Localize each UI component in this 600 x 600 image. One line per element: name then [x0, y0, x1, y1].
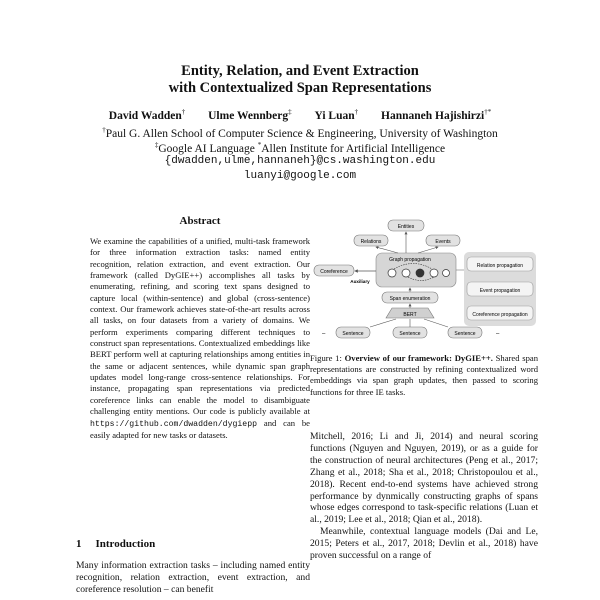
affiliation-google-ai2: ‡Google AI Language *Allen Institute for Artificial Intelligence: [154, 141, 446, 155]
graph-propagation-label: Graph propagation: [389, 257, 431, 263]
introduction-text: Many information extraction tasks – including named entity recognition, relation extraction, event extraction, and coreference resolution – can benefit: [76, 560, 310, 595]
span-enumeration-label: Span enumeration: [389, 296, 431, 302]
section-heading-introduction: 1 Introduction: [76, 538, 156, 550]
arrow-sentence-1: [370, 319, 396, 327]
auxiliary-label: Auxiliary: [350, 279, 370, 284]
events-label: Events: [435, 239, 451, 245]
arrow-to-relations: [376, 247, 398, 253]
sentence-dash-left: –: [322, 331, 326, 337]
paper-title: [0, 63, 600, 97]
title-line-2: with Contextualized Span Representations: [168, 80, 432, 96]
title-line-1: Entity, Relation, and Event Extraction: [181, 63, 419, 79]
affiliation-uw: †Paul G. Allen School of Computer Science & Engineering, University of Washington: [102, 126, 498, 140]
email-google: luanyi@google.com: [243, 170, 357, 182]
event-propagation-label: Event propagation: [479, 288, 521, 294]
arrow-sentence-3: [424, 319, 448, 327]
entities-label: Entities: [397, 224, 415, 230]
code-url[interactable]: https://github.com/dwadden/dygiepp: [90, 419, 258, 429]
coreference-label: Coreference: [320, 269, 348, 275]
author-3: Yi Luan†: [314, 108, 359, 122]
paragraph-contextual-models: Meanwhile, contextual language models (Dai and Le, 2015; Peters et al., 2017, 2018; Devlin et al., 2018) have proven successful on a range of: [310, 526, 538, 562]
abstract-heading: Abstract: [179, 215, 221, 227]
email-uw: {dwadden,ulme,hannaneh}@cs.washington.edu: [164, 155, 436, 167]
sentence-label-3: Sentence: [454, 331, 476, 337]
relations-label: Relations: [360, 239, 382, 245]
sentence-label-2: Sentence: [399, 331, 421, 337]
framework-figure: [306, 210, 538, 340]
author-2: Ulme Wennberg‡: [208, 108, 292, 122]
coreference-propagation-label: Coreference propagation: [472, 312, 528, 318]
sentence-label-1: Sentence: [342, 331, 364, 337]
author-1: David Wadden†: [108, 108, 186, 122]
right-column-text: [310, 431, 538, 562]
bert-label: BERT: [403, 312, 417, 318]
figure-caption: Figure 1: Overview of our framework: DyGIE++. Shared span representations are constructed by refining contextualized word embeddings via span graph updates, then passed to scoring functions for three IE tasks.: [310, 353, 538, 397]
paragraph-related-work: Mitchell, 2016; Li and Ji, 2014) and neural scoring functions (Nguyen and Nguyen, 2019), or as a guide for the construction of neural architectures (Peng et al., 2017; Zhang et al., 2018; Sha et al., 2018; Christopoulou et al., 2018). Recent end-to-end systems have achieved strong performance by dynmically constructing graphs of spans whose edges correspond to task-specific relations (Luan et al., 2019; Lee et al., 2018; Qian et al., 2018).: [310, 431, 538, 526]
abstract-body: We examine the capabilities of a unified, multi-task framework for three information extraction tasks: named entity recognition, relation extraction, and event extraction. Our framework (called DyGIE++) accomplishes all tasks by enumerating, refining, and scoring text spans designed to capture local (within-sentence) and global (cross-sentence) context. Our framework achieves state-of-the-art results across all tasks, on four datasets from a variety of domains. We perform experiments comparing different techniques to construct span representations. Contextualized embeddings like BERT perform well at capturing relationships among entities in the same or adjacent sentences, while dynamic span graph updates model long-range cross-sentence relationships. For instance, propagating span representations via predicted coreference links can enable the model to disambiguate challenging entity mentions. Our code is publicly available at https://github.com/dwadden/dygiepp and can be easily adapted for new tasks or datasets.: [90, 236, 310, 440]
relation-propagation-label: Relation propagation: [476, 263, 524, 269]
sentence-dash-right: –: [496, 331, 500, 337]
author-list: [0, 108, 600, 122]
author-4: Hannaneh Hajishirzi†*: [381, 108, 492, 122]
arrow-to-events: [418, 247, 438, 253]
